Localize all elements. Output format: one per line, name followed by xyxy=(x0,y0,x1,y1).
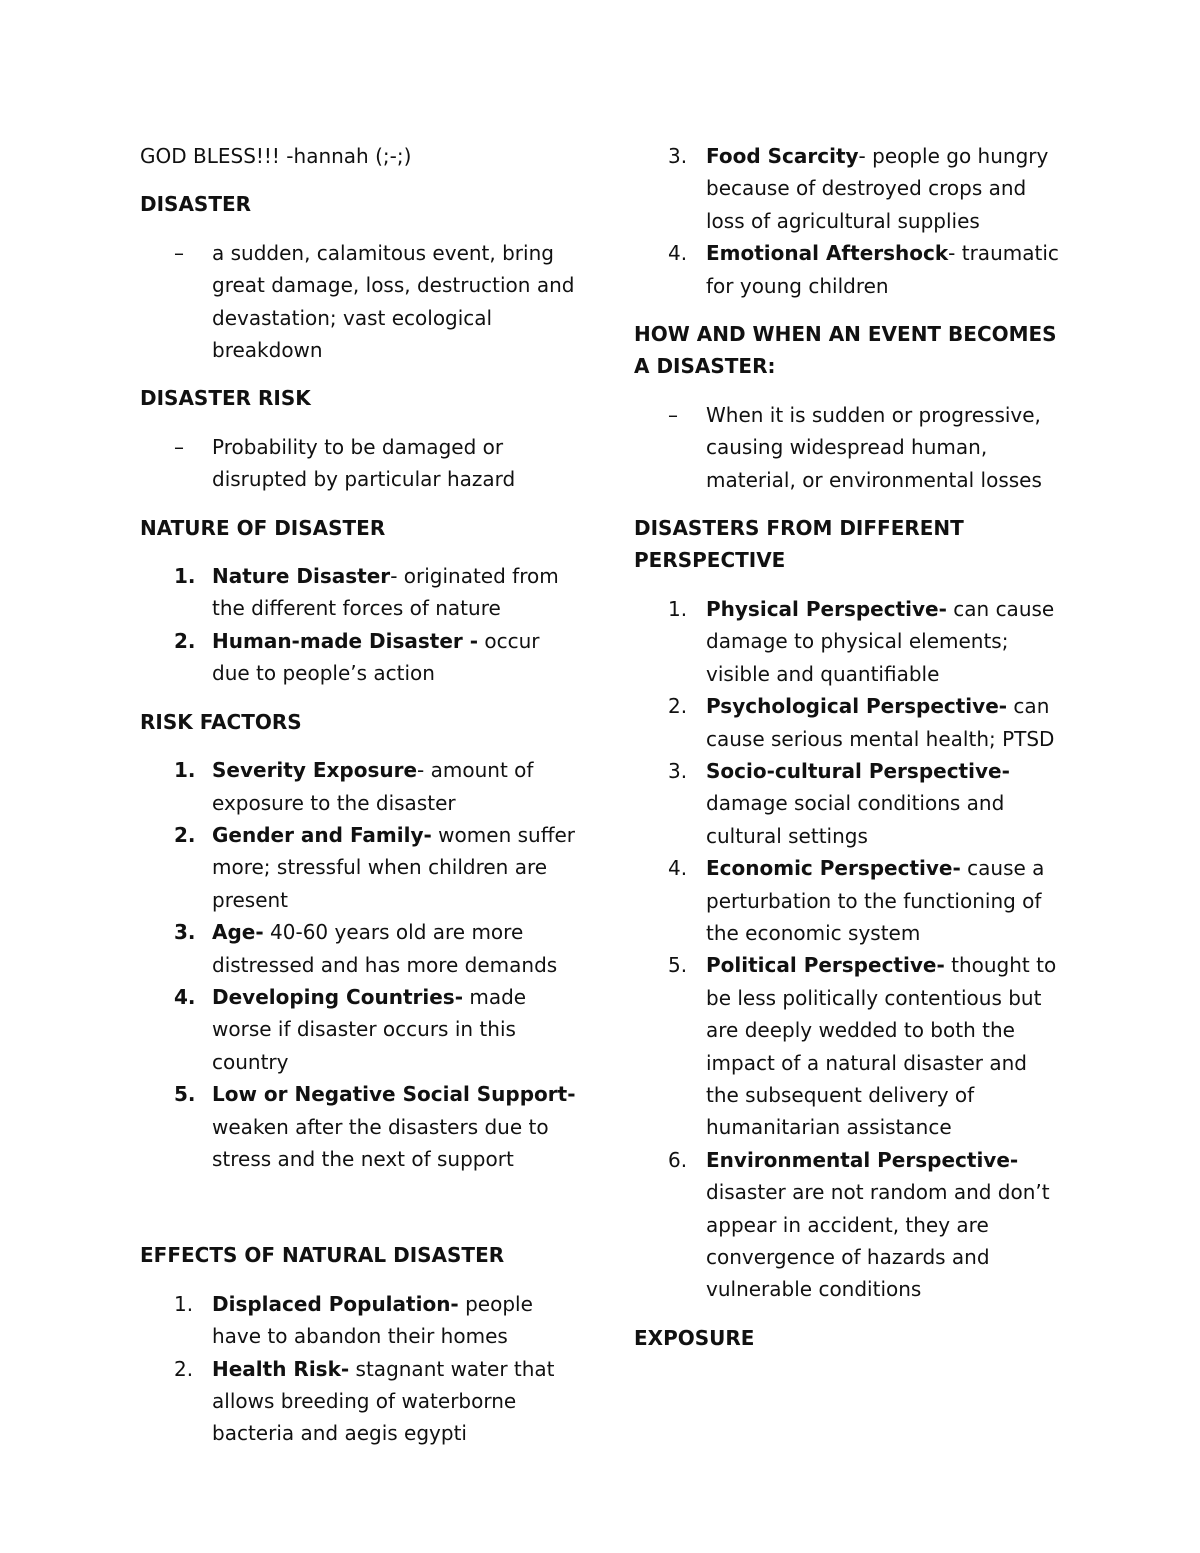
item-text: - amount of exposure to the disaster xyxy=(212,758,534,815)
list-item xyxy=(634,399,1064,496)
list-item xyxy=(140,981,580,1078)
number-marker: 3. xyxy=(174,920,196,945)
item-text: a sudden, calamitous event, bring great damage, loss, destruction and devastation; vast ecological breakdown xyxy=(212,240,575,363)
item-text: women suffer more; stressful when children are present xyxy=(212,822,576,912)
item-text: Probability to be damaged or disrupted by particular hazard xyxy=(212,434,516,492)
item-term: Emotional Aftershock xyxy=(706,241,949,266)
item-text: - traumatic for young children xyxy=(706,241,1059,298)
item-term: Socio-cultural Perspective- xyxy=(706,758,1010,783)
number-marker: 5. xyxy=(668,953,688,978)
blank-line xyxy=(140,1175,580,1223)
section-heading-risk-factors: RISK FACTORS xyxy=(140,709,302,734)
list-item xyxy=(140,1353,580,1450)
disaster-list xyxy=(140,237,580,367)
section-heading-perspectives: DISASTERS FROM DIFFERENT PERSPECTIVE xyxy=(634,516,964,573)
item-term: Nature Disaster xyxy=(212,564,391,589)
effects-list xyxy=(140,1288,580,1450)
list-item xyxy=(634,690,1064,755)
number-marker: 2. xyxy=(174,628,196,653)
dash-marker: – xyxy=(174,434,184,459)
number-marker: 2. xyxy=(668,694,688,719)
section-heading-nature: NATURE OF DISASTER xyxy=(140,515,386,540)
list-item xyxy=(140,625,580,690)
section-heading-how-when: HOW AND WHEN AN EVENT BECOMES A DISASTER: xyxy=(634,322,1057,379)
item-term: Human-made Disaster - xyxy=(212,628,479,653)
item-term: Environmental Perspective- xyxy=(706,1147,1019,1172)
item-text: can cause damage to physical elements; visible and quantifiable xyxy=(706,596,1055,686)
list-item xyxy=(140,237,580,367)
nature-list xyxy=(140,560,580,690)
list-item xyxy=(140,560,580,625)
item-term: Health Risk- xyxy=(212,1356,350,1381)
dash-marker: – xyxy=(668,402,678,427)
item-term: Economic Perspective- xyxy=(706,856,961,881)
number-marker: 1. xyxy=(174,1291,194,1316)
number-marker: 6. xyxy=(668,1147,688,1172)
number-marker: 1. xyxy=(174,758,196,783)
number-marker: 1. xyxy=(174,564,196,589)
left-column xyxy=(140,140,580,1450)
list-item xyxy=(140,431,580,496)
list-item xyxy=(634,140,1064,237)
item-text: - people go hungry because of destroyed crops and loss of agricultural supplies xyxy=(706,144,1049,233)
number-marker: 1. xyxy=(668,596,688,621)
number-marker: 2. xyxy=(174,1356,194,1381)
item-term: Physical Perspective- xyxy=(706,596,947,621)
item-text: damage social conditions and cultural settings xyxy=(706,791,1005,848)
item-text: cause a perturbation to the functioning of the economic system xyxy=(706,856,1045,945)
perspectives-list xyxy=(634,593,1064,1306)
item-text: weaken after the disasters due to stress and the next of support xyxy=(212,1114,549,1171)
number-marker: 5. xyxy=(174,1082,196,1107)
item-text: When it is sudden or progressive, causing widespread human, material, or environmental losses xyxy=(706,402,1042,492)
list-item xyxy=(140,754,580,819)
item-term: Low or Negative Social Support- xyxy=(212,1082,576,1107)
item-term: Severity Exposure xyxy=(212,758,418,783)
item-term: Displaced Population- xyxy=(212,1291,459,1316)
list-item xyxy=(634,852,1064,949)
number-marker: 3. xyxy=(668,758,688,783)
number-marker: 4. xyxy=(668,856,688,881)
list-item xyxy=(140,1288,580,1353)
list-item xyxy=(634,237,1064,302)
how-when-list xyxy=(634,399,1064,496)
item-text: stagnant water that allows breeding of waterborne bacteria and aegis egypti xyxy=(212,1356,555,1446)
item-text: occur due to people’s action xyxy=(212,628,540,686)
item-text: disaster are not random and don’t appear in accident, they are convergence of hazards and vulnerable conditions xyxy=(706,1180,1050,1302)
list-item xyxy=(634,593,1064,690)
list-item xyxy=(634,755,1064,852)
list-item xyxy=(634,949,1064,1143)
item-term: Political Perspective- xyxy=(706,953,945,978)
item-term: Developing Countries- xyxy=(212,984,463,1009)
section-heading-effects: EFFECTS OF NATURAL DISASTER xyxy=(140,1243,505,1268)
risk-factors-list xyxy=(140,754,580,1175)
number-marker: 3. xyxy=(668,144,688,168)
section-heading-exposure: EXPOSURE xyxy=(634,1325,755,1350)
item-text: made worse if disaster occurs in this country xyxy=(212,984,527,1074)
list-item xyxy=(140,1078,580,1175)
section-heading-disaster: DISASTER xyxy=(140,192,252,217)
effects-continued-list xyxy=(634,140,1064,302)
list-item xyxy=(140,819,580,916)
header-line: GOD BLESS!!! -hannah (;-;) xyxy=(140,144,412,168)
list-item xyxy=(140,916,580,981)
item-term: Gender and Family- xyxy=(212,822,432,847)
item-text: - originated from the different forces of nature xyxy=(212,564,559,621)
dash-marker: – xyxy=(174,240,184,265)
number-marker: 2. xyxy=(174,822,196,847)
number-marker: 4. xyxy=(174,984,196,1009)
number-marker: 4. xyxy=(668,241,688,266)
right-column xyxy=(634,140,1064,1354)
disaster-risk-list xyxy=(140,431,580,496)
item-text: thought to be less politically contentious but are deeply wedded to both the impact of a natural disaster and the subsequent delivery of humanitarian assistance xyxy=(706,953,1057,1140)
section-heading-disaster-risk: DISASTER RISK xyxy=(140,386,311,411)
item-term: Food Scarcity xyxy=(706,144,859,168)
item-term: Psychological Perspective- xyxy=(706,694,1008,719)
item-text: 40-60 years old are more distressed and has more demands xyxy=(212,920,558,977)
list-item xyxy=(634,1144,1064,1306)
item-text: can cause serious mental health; PTSD xyxy=(706,694,1055,751)
item-text: people have to abandon their homes xyxy=(212,1291,533,1349)
item-term: Age- xyxy=(212,920,264,945)
